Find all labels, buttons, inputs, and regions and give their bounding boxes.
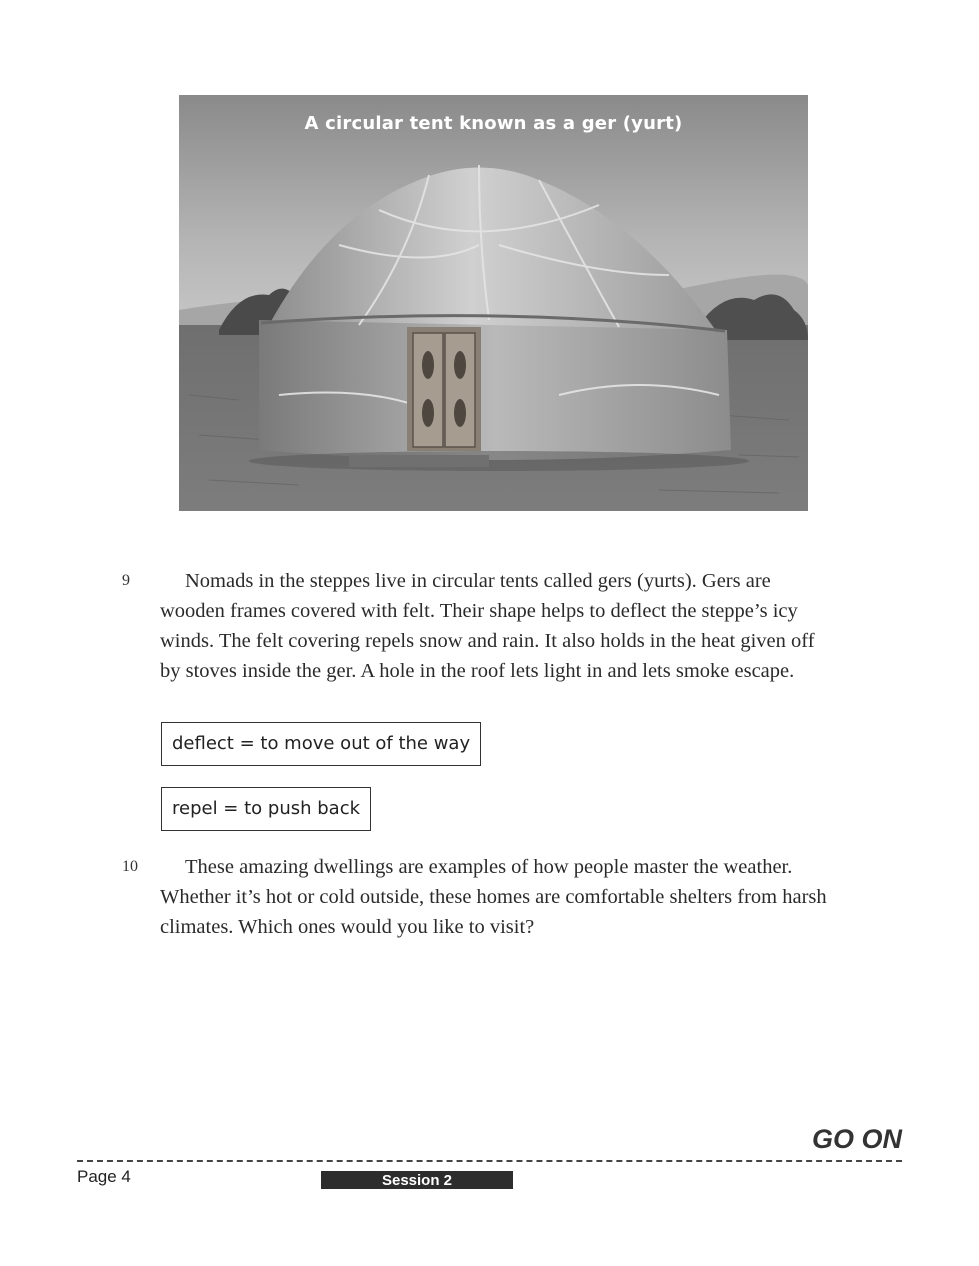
paragraph-10 bbox=[160, 852, 840, 942]
paragraph-number: 10 bbox=[122, 858, 138, 875]
yurt-photo bbox=[179, 95, 808, 511]
go-on-label: GO ON bbox=[811, 1124, 902, 1154]
paragraph-text: Nomads in the steppes live in circular tents called gers (yurts). Gers are wooden frames covered with felt. Their shape helps to deflect the steppe’s icy winds. The felt covering repels snow and rain. It also holds in the heat given off by stoves inside the ger. A hole in the roof lets light in and lets smoke escape. bbox=[160, 570, 815, 682]
footer-divider bbox=[77, 1160, 902, 1162]
page-number: Page 4 bbox=[77, 1167, 131, 1186]
glossary-deflect: deflect = to move out of the way bbox=[161, 722, 481, 766]
paragraph-text: These amazing dwellings are examples of how people master the weather. Whether it’s hot or cold outside, these homes are comfortable shelters from harsh climates. Which ones would you like to visit? bbox=[160, 856, 827, 938]
paragraph-9 bbox=[160, 566, 840, 686]
paragraph-number: 9 bbox=[122, 572, 130, 589]
glossary-repel: repel = to push back bbox=[161, 787, 371, 831]
photo-caption: A circular tent known as a ger (yurt) bbox=[304, 113, 683, 134]
session-label: Session 2 bbox=[321, 1171, 513, 1189]
